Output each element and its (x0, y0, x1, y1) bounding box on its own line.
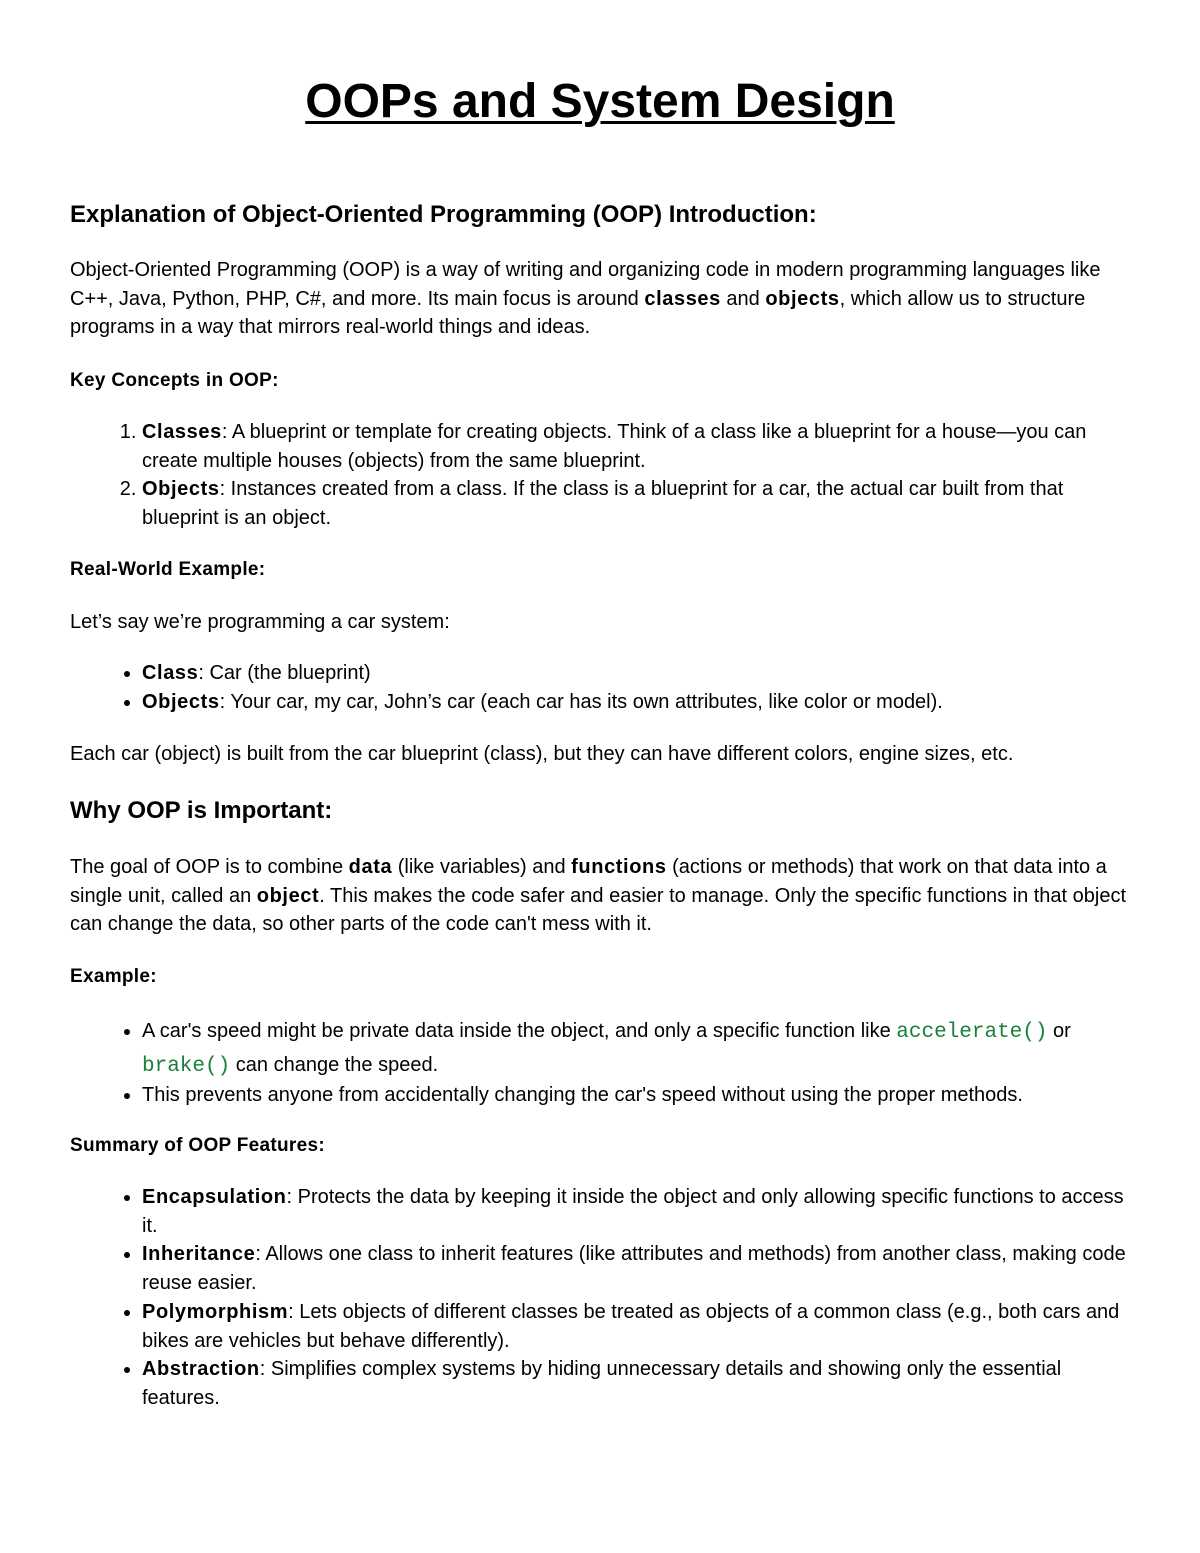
section-heading-oop-intro: Explanation of Object-Oriented Programming (OOP) Introduction: (70, 201, 817, 228)
section-heading-why-oop: Why OOP is Important: (70, 797, 333, 824)
document-title: OOPs and System Design (305, 75, 895, 128)
list-item: 1. Classes: A blueprint or template for creating objects. Think of a class like a blueprint for a house—you can create multiple houses (objects) from the same blueprint. (142, 418, 1130, 475)
list-item: • Abstraction: Simplifies complex systems by hiding unnecessary details and showing only the essential features. (142, 1355, 1130, 1412)
list-item: • Polymorphism: Lets objects of different classes be treated as objects of a common class (e.g., both cars and bikes are vehicles but behave differently). (142, 1298, 1130, 1355)
example-intro: Let’s say we’re programming a car system: (70, 611, 450, 633)
key-concepts-heading: Key Concepts in OOP: (70, 370, 279, 391)
list-item: • Inheritance: Allows one class to inherit features (like attributes and methods) from another class, making code reuse easier. (142, 1240, 1130, 1297)
why-oop-paragraph: The goal of OOP is to combine data (like variables) and functions (actions or methods) that work on that data into a single unit, called an object. This makes the code safer and easier to manage. Only the specific functions in that object can change the data, so other parts of the code can't mess with it. (70, 856, 1127, 936)
list-item: • A car's speed might be private data inside the object, and only a specific function like accelerate() or brake() can change the speed. (142, 1015, 1130, 1083)
list-item: • Encapsulation: Protects the data by keeping it inside the object and only allowing specific functions to access it. (142, 1183, 1130, 1240)
intro-paragraph: Object-Oriented Programming (OOP) is a way of writing and organizing code in modern programming languages like C++, Java, Python, PHP, C#, and more. Its main focus is around classes and objects, which allow us to structure programs in a way that mirrors real-world things and ideas. (70, 259, 1101, 339)
list-item: • Objects: Your car, my car, John’s car (each car has its own attributes, like color or model). (142, 688, 1130, 717)
list-item: • This prevents anyone from accidentally changing the car's speed without using the proper methods. (142, 1081, 1130, 1110)
summary-heading: Summary of OOP Features: (70, 1135, 325, 1156)
example-heading: Example: (70, 966, 157, 987)
key-concepts-list (70, 418, 1130, 533)
code-accelerate: accelerate() (896, 1021, 1048, 1044)
document-page (70, 0, 1130, 1409)
code-brake: brake() (142, 1055, 231, 1078)
list-item: • Class: Car (the blueprint) (142, 659, 1130, 688)
example-list (70, 659, 1130, 716)
oop-example-list (70, 1015, 1130, 1110)
example-outro: Each car (object) is built from the car blueprint (class), but they can have different colors, engine sizes, etc. (70, 743, 1014, 765)
list-item: 2. Objects: Instances created from a class. If the class is a blueprint for a car, the actual car built from that blueprint is an object. (142, 475, 1130, 532)
real-world-example-heading: Real-World Example: (70, 559, 266, 580)
features-list (70, 1183, 1130, 1413)
